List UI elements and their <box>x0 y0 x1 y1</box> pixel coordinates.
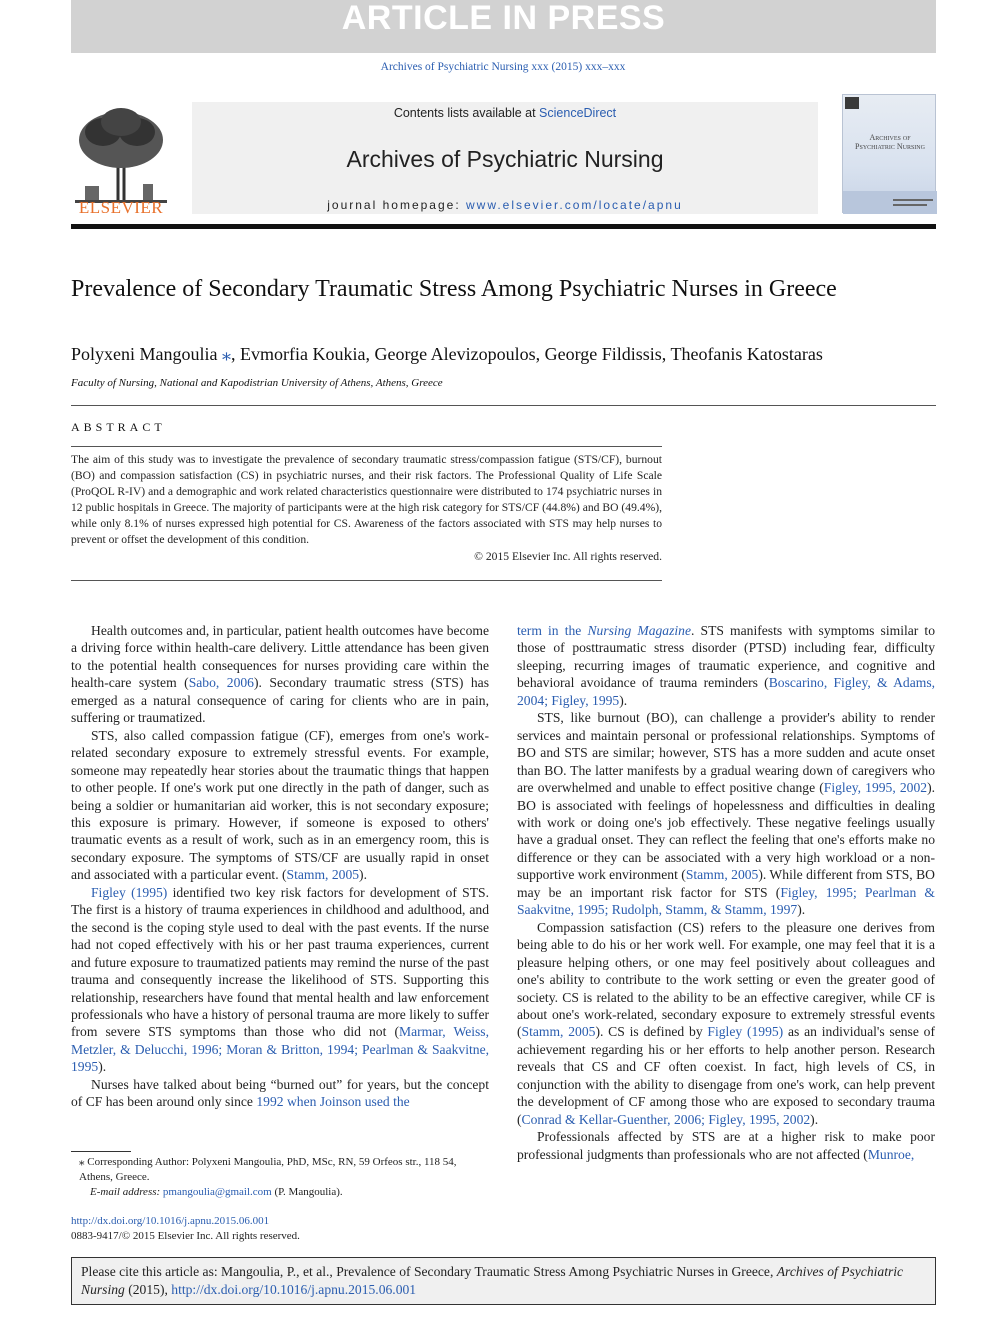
divider <box>71 405 936 406</box>
paragraph: Professionals affected by STS are at a higher risk to make poor professional judgments than professionals who are not affected (Munroe, <box>517 1129 935 1162</box>
abstract-bottom-rule <box>71 580 662 581</box>
cover-title: Archives of Psychiatric Nursing <box>855 133 925 151</box>
doi-block <box>71 1214 300 1244</box>
paragraph: Figley (1995) identified two key risk factors for development of STS. The first is a history of trauma experiences in childhood and adulthood, and the second is the coping style used to deal with the past events. If the nurse had not coped effectively with his or her past trauma experiences, current and future exposure to traumatized patients may remind the nurse of the past trauma and consequently increase the likelihood of STS. Supporting this relationship, researchers have found that mental health and law enforcement professionals who have a history of personal trauma are more likely to suffer from severe STS symptoms than those who did not (Marmar, Weiss, Metzler, & Delucchi, 1996; Moran & Britton, 1994; Pearlman & Saakvitne, 1995). <box>71 884 490 1075</box>
journal-header <box>71 94 936 222</box>
citation-link[interactable]: Stamm, 2005 <box>521 1024 596 1040</box>
article-in-press-banner <box>71 0 936 53</box>
abstract-heading: ABSTRACT <box>71 420 166 434</box>
paragraph: Compassion satisfaction (CS) refers to the pleasure one derives from being able to do his or her work well. For example, one may feel that it is a pleasure helping others, or one may feel positively about colleagues and one's ability to contribute to the work setting or even the greater good of society. CS is related to the ability to be an effective caregiver, while CF is about one's work-related, secondary exposure to extremely stressful events (Stamm, 2005). CS is defined by Figley (1995) as an individual's sense of achievement regarding his or her efforts to help another person. Research reveals that CS and CF often coexist. In fact, high levels of CS, in conjunction with the ability to disengage from one's work, can help prevent the development of CF among those who are exposed to secondary trauma (Conrad & Kellar-Guenther, 2006; Figley, 1995, 2002). <box>517 919 936 1127</box>
citation-link[interactable]: Boscarino, Figley, & Adams, 2004; Figley, 1995 <box>517 675 936 708</box>
paragraph: term in the Nursing Magazine. STS manifests with symptoms similar to those of posttraumatic stress disorder (PTSD) including fear, difficulty sleeping, recurring images of traumatic experience, and cognitive and behavioral avoidance of trauma reminders (Boscarino, Figley, & Adams, 2004; Figley, 1995). <box>517 623 936 708</box>
citation-link[interactable]: Marmar, Weiss, Metzler, & Delucchi, 1996; Moran & Britton, 1994; Pearlman & Saakvitne, 1995 <box>71 1024 489 1075</box>
article-title: Prevalence of Secondary Traumatic Stress Among Psychiatric Nurses in Greece <box>71 276 837 302</box>
citation-link[interactable]: Figley, 1995; Pearlman & Saakvitne, 1995; Rudolph, Stamm, & Stamm, 1997 <box>517 884 936 918</box>
citation-link[interactable]: term in the Nursing Magazine <box>517 623 691 638</box>
banner-text: ARTICLE IN PRESS <box>341 0 666 37</box>
abstract-top-rule <box>71 446 662 447</box>
cite-this-article-box: Please cite this article as: Mangoulia, P., et al., Prevalence of Secondary Traumatic Stress Among Psychiatric Nurses in Greece, Archives of Psychiatric Nursing (2015), http://dx.doi.org/10.1016/j.apnu.2015.06.001 <box>71 1257 936 1305</box>
corresponding-author-footnote <box>71 1155 489 1200</box>
footnote-author: ⁎ Corresponding Author: Polyxeni Mangoulia, PhD, MSc, RN, 59 Orfeos str., 118 54, Athens, Greece. <box>79 1156 457 1183</box>
rights-line: 0883-9417/© 2015 Elsevier Inc. All rights reserved. <box>71 1230 300 1242</box>
journal-name: Archives of Psychiatric Nursing <box>346 146 664 172</box>
affiliation: Faculty of Nursing, National and Kapodistrian University of Athens, Athens, Greece <box>71 377 443 389</box>
citation-link[interactable]: Stamm, 2005 <box>685 867 759 883</box>
citation-link[interactable]: Figley (1995) <box>91 884 168 900</box>
doi-link[interactable]: http://dx.doi.org/10.1016/j.apnu.2015.06.001 <box>71 1215 270 1227</box>
elsevier-wordmark[interactable]: ELSEVIER <box>78 198 164 217</box>
paragraph: STS, like burnout (BO), can challenge a provider's ability to render services and maintain personal or professional relationships. Symptoms of BO and STS are similar; however, STS has a more sudden and acute onset than BO. The latter manifests by a gradual wearing down of caregivers who are overwhelmed and unable to effect positive change (Figley, 1995, 2002). BO is associated with feelings of hopelessness and difficulties in dealing with work or doing one's job effectively. These negative feelings usually have a gradual onset. They can reflect the feeling that one's efforts make no difference or they can be associated with a very high workload or a non-supportive work environment (Stamm, 2005). While different from STS, BO may be an important risk factor for STS (Figley, 1995; Pearlman & Saakvitne, 1995; Rudolph, Stamm, & Stamm, 1997). <box>517 710 936 918</box>
citation-link[interactable]: Figley (1995) <box>707 1024 784 1040</box>
homepage-link[interactable]: www.elsevier.com/locate/apnu <box>466 198 683 212</box>
citation-doi-link[interactable]: http://dx.doi.org/10.1016/j.apnu.2015.06.001 <box>171 1282 417 1297</box>
abstract-body: The aim of this study was to investigate the prevalence of secondary traumatic stress/compassion fatigue (STS/CF), burnout (BO) and compassion satisfaction (CS) in psychiatric nurses, and their risk factors. The Professional Quality of Life Scale (ProQOL R-IV) and a demographic and work related characteristics questionnaire were distributed to 174 psychiatric nurses in 12 public hospitals in Greece. The majority of participants were at the high risk category for STS/CF (44.8%) and BO (49.4%), while only 8.1% of nurses expressed high potential for CS. Awareness of the factors associated with STS may help nurses to prevent or offset the development of this condition. © 2015 Elsevier Inc. All rights reserved. <box>71 452 662 565</box>
copyright-notice: © 2015 Elsevier Inc. All rights reserved. <box>474 549 662 563</box>
citation-link[interactable]: Sabo, 2006 <box>188 675 254 691</box>
header-divider <box>71 224 936 229</box>
journal-reference[interactable]: Archives of Psychiatric Nursing xxx (2015) xxx–xxx <box>380 61 626 73</box>
email-link[interactable]: pmangoulia@gmail.com <box>162 1186 272 1198</box>
journal-cover-thumbnail[interactable] <box>842 94 936 213</box>
body-column-left <box>71 622 489 1111</box>
citation-link[interactable]: Munroe, <box>867 1146 915 1162</box>
contents-available: Contents lists available at ScienceDirect <box>393 106 617 120</box>
paragraph: STS, also called compassion fatigue (CF), emerges from one's work-related secondary exposure to extremely stressful events. For example, someone may repeatedly hear stories about the traumatic things that happen to other people. If one's work put one directly in the path of danger, such as being a soldier or humanitarian aid worker, this is not secondary exposure; this exposure is primary. However, if someone is exposed to others' traumatic events as a result of work, such as in an emergency room, this is secondary exposure. The symptoms of STS/CF are usually rapid in onset and associated with a particular event. (Stamm, 2005). <box>71 727 489 883</box>
journal-info-box <box>192 102 818 214</box>
body-column-right <box>517 622 935 1163</box>
citation-link[interactable]: Stamm, 2005 <box>286 867 360 883</box>
citation-link[interactable]: 1992 when Joinson used the <box>256 1094 410 1110</box>
footnote-email: E-mail address: pmangoulia@gmail.com (P. Mangoulia). <box>90 1186 343 1198</box>
cover-art <box>843 95 937 214</box>
citation-link[interactable]: Figley, 1995, 2002 <box>823 780 928 796</box>
corresponding-author-mark[interactable]: ⁎ <box>222 344 231 364</box>
journal-homepage: journal homepage: www.elsevier.com/locate/apnu <box>327 198 683 212</box>
citation-link[interactable]: Conrad & Kellar-Guenther, 2006; Figley, 1995, 2002 <box>521 1111 811 1127</box>
footnote-rule <box>71 1151 131 1152</box>
author-list: Polyxeni Mangoulia ⁎, Evmorfia Koukia, George Alevizopoulos, George Fildissis, Theofanis Katostaras <box>71 344 823 364</box>
paragraph: Health outcomes and, in particular, patient health outcomes have become a driving force within health-care delivery. Little attendance has been given to the potential health consequences for nurses providing care within the health-care system (Sabo, 2006). Secondary traumatic stress (STS) has emerged as a natural consequence of caring for clients who are in pain, suffering or traumatized. <box>71 623 489 726</box>
sciencedirect-link[interactable]: ScienceDirect <box>539 106 617 120</box>
paragraph: Nurses have talked about being “burned out” for years, but the concept of CF has been around only since 1992 when Joinson used the <box>71 1076 489 1110</box>
